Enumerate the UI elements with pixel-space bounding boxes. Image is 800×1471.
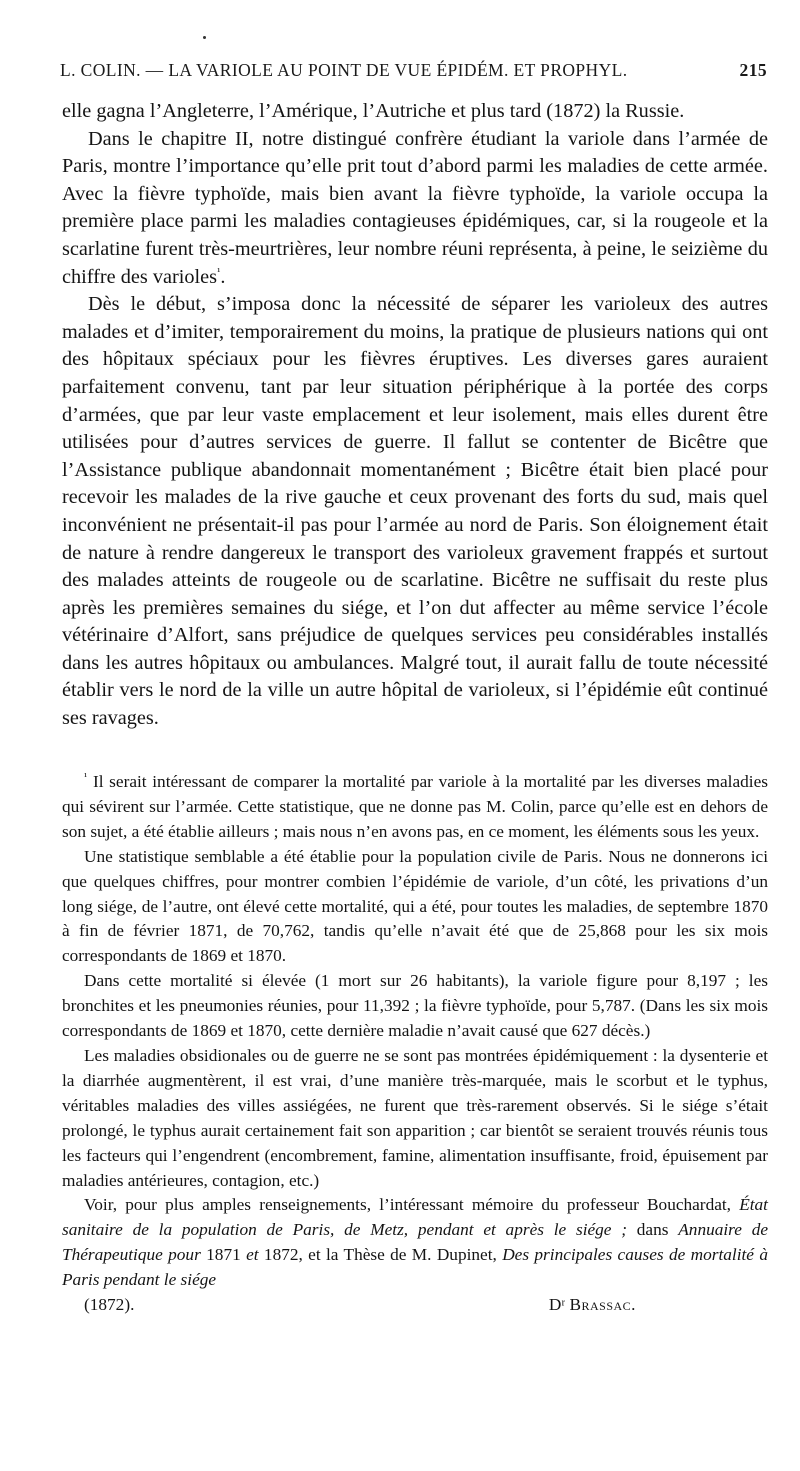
footnote-5-mid: dans: [636, 1220, 669, 1240]
footnote-5-years-2: 1872,: [263, 1245, 303, 1265]
paragraph-1: elle gagna l’Angleterre, l’Amérique, l’Autriche et plus tard (1872) la Russie.: [62, 100, 685, 122]
paragraph-2-end: .: [220, 265, 226, 288]
signature: [62, 1293, 768, 1318]
footnote-5-title-2: Annuaire de Thérapeutique pour: [62, 1220, 769, 1265]
paragraph-2-text: Dans le chapitre II, notre distingué confrère étudiant la variole dans l’armée de Paris, montre l’importance qu’elle prit tout d’abord parmi les maladies de cette armée. Avec la fièvre typhoïde, mais bien avant la fièvre typhoïde, la variole occupa la première place parmi les maladies contagieuses épidémiques, car, si la rougeole et la scarlatine furent très-meurtrières, leur nombre réuni représenta, à peine, le seizième du chiffre des varioles: [62, 127, 768, 288]
footnote-1-text: Il serait intéressant de comparer la mortalité par variole à la mortalité par les diverses maladies qui sévirent sur l’armée. Cette statistique, que ne donne pas M. Colin, parce qu’elle est en dehors de son sujet, a été établie ailleurs ; mais nous n’en avons pas, en ce moment, les éléments sous les yeux.: [62, 772, 768, 841]
footnote-paragraph-3: Dans cette mortalité si élevée (1 mort sur 26 habitants), la variole figure pour 8,197 ; les bronchites et les pneumonies réunies, pour 11,392 ; la fièvre typhoïde, pour 5,787. (Dans les six mois correspondants de 1869 et 1870, cette dernière maladie n’avait causé que 627 décès.): [62, 971, 768, 1041]
footnote-paragraph-2: Une statistique semblable a été établie pour la population civile de Paris. Nous ne donnerons ici que quelques chiffres, pour montrer combien l’épidémie de variole, d’un côté, les privations d’un long siége, de l’autre, ont élevé cette mortalité, qui a été, pour toutes les maladies, de septembre 1870 à fin de février 1871, de 70,762, tandis qu’elle n’avait été que de 25,868 pour les six mois correspondants de 1869 et 1870.: [62, 846, 768, 966]
signature-name: Brassac.: [569, 1295, 636, 1315]
footnote-5-et: et: [246, 1245, 259, 1265]
page-number: 215: [739, 60, 767, 80]
footnote-5-intro: Voir, pour plus amples renseignements, l’intéressant mémoire du professeur Bouchardat,: [84, 1195, 731, 1215]
footnote-5-title-1: État sanitaire de la population de Paris, de Metz, pendant et après le siége ;: [62, 1195, 768, 1240]
paragraph-2: [62, 126, 768, 292]
footnote-5-thesis: et la Thèse de M. Dupinet,: [308, 1245, 497, 1265]
footnote-5-year: (1872).: [84, 1295, 135, 1315]
footnotes: [62, 770, 768, 1318]
footnote-5-years: 1871: [206, 1245, 241, 1265]
footnote-1-mark: ¹: [84, 771, 88, 784]
running-head-title: L. COLIN. — LA VARIOLE AU POINT DE VUE ÉPIDÉM. ET PROPHYL.: [60, 60, 628, 80]
footnote-5-title-3: Des principales causes de mortalité à Paris pendant le siége: [62, 1245, 768, 1290]
footnote-1: [62, 770, 768, 845]
footnote-reference: ¹: [217, 265, 221, 278]
main-text: [62, 98, 768, 733]
print-speck: [203, 36, 206, 39]
paragraph-3: Dès le début, s’imposa donc la nécessité de séparer les varioleux des autres malades et d’imiter, temporairement du moins, la pratique de plusieurs nations qui ont des hôpitaux spéciaux pour les fièvres éruptives. Les diverses gares auraient parfaitement convenu, tant par leur situation périphérique à la portée des corps d’armées, que par leur vaste emplacement et leur isolement, mais elles durent être utilisées pour d’autres services de guerre. Il fallut se contenter de Bicêtre que l’Assistance publique abandonnait momentanément ; Bicêtre était bien placé pour recevoir les malades de la rive gauche et ceux provenant des forts du sud, mais quel inconvénient ne présentait-il pas pour l’armée au nord de Paris. Son éloignement était de nature à rendre dangereux le transport des varioleux gravement frappés et surtout des malades atteints de rougeole ou de scarlatine. Bicêtre ne suffisait du reste plus après les premières semaines du siége, et l’on dut affecter au même service l’école vétérinaire d’Alfort, sans préjudice de quelques services peu considérables installés dans les autres hôpitaux ou ambulances. Malgré tout, il aurait fallu de toute nécessité établir vers le nord de la ville un autre hôpital de varioleux, si l’épidémie eût continué ses ravages.: [62, 293, 768, 730]
footnote-paragraph-4: Les maladies obsidionales ou de guerre ne se sont pas montrées épidémiquement : la dysenterie et la diarrhée augmentèrent, il est vrai, d’une manière très-marquée, mais le scorbut et le typhus, véritables maladies des villes assiégées, ne furent que très-rarement observés. Si le siége s’était prolongé, le typhus aurait certainement fait son apparition ; car bientôt se seraient trouvés réunis tous les facteurs qui l’engendrent (encombrement, famine, alimentation insuffisante, froid, épuisement par maladies antérieures, contagion, etc.): [62, 1045, 768, 1190]
running-head: [60, 60, 767, 90]
signature-prefix: Dʳ: [548, 1295, 566, 1315]
